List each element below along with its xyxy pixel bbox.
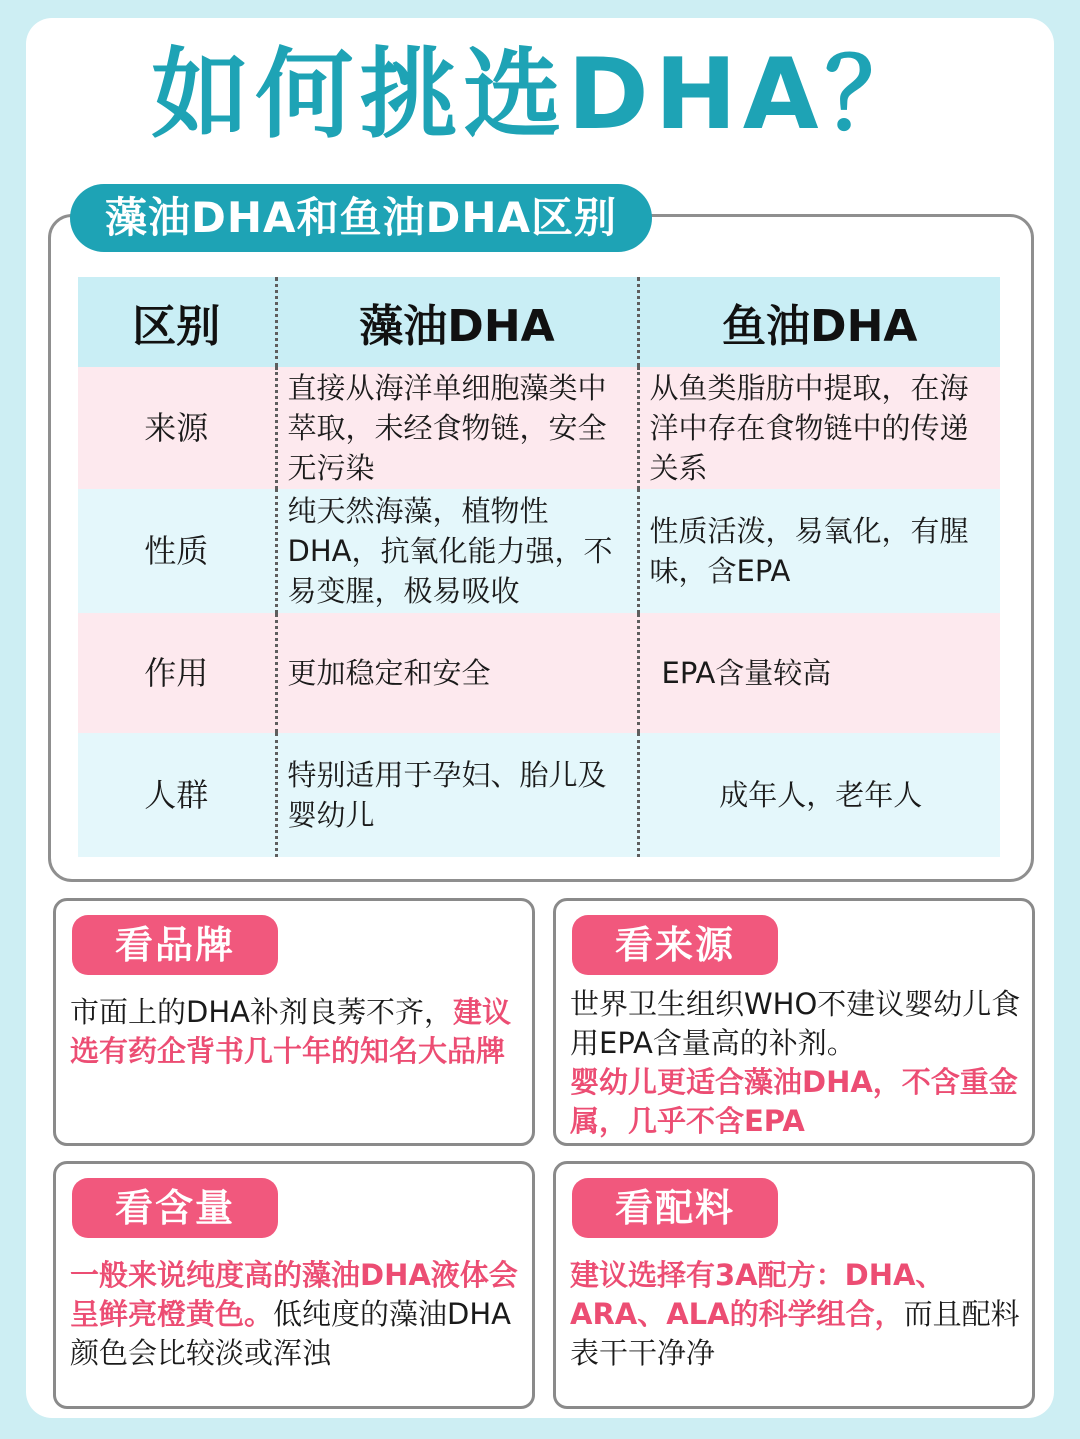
tip-card-source — [553, 898, 1035, 1146]
comparison-tab: 藻油DHA和鱼油DHA区别 — [70, 184, 652, 252]
row-label: 性质 — [78, 489, 276, 613]
tip-card-content — [53, 1161, 535, 1409]
algae-cell: 更加稳定和安全 — [276, 613, 638, 733]
table-row — [78, 613, 1000, 733]
table-row — [78, 367, 1000, 489]
tip-text-ingredients: 建议选择有3A配方：DHA、ARA、ALA的科学组合，而且配料表干干净净 — [570, 1258, 1020, 1370]
tip-card-ingredients — [553, 1161, 1035, 1409]
header-cell-algae-oil: 藻油DHA — [276, 277, 638, 367]
table-row — [78, 733, 1000, 857]
page-title: 如何挑选DHA？ — [151, 38, 929, 152]
header-cell-fish-oil: 鱼油DHA — [638, 277, 1000, 367]
algae-cell: 纯天然海藻，植物性DHA，抗氧化能力强，不易变腥，极易吸收 — [276, 489, 638, 613]
row-label: 作用 — [78, 613, 276, 733]
tip-tag-ingredients: 看配料 — [572, 1178, 778, 1238]
tip-card-brand — [53, 898, 535, 1146]
fish-cell: EPA含量较高 — [638, 613, 1000, 733]
table-header-row — [78, 277, 1000, 367]
fish-cell: 性质活泼，易氧化，有腥味，含EPA — [638, 489, 1000, 613]
algae-cell: 直接从海洋单细胞藻类中萃取，未经食物链，安全无污染 — [276, 367, 638, 489]
tip-text-content: 一般来说纯度高的藻油DHA液体会呈鲜亮橙黄色。低纯度的藻油DHA颜色会比较淡或浑浊 — [70, 1258, 518, 1370]
tip-text-brand: 市面上的DHA补剂良莠不齐，建议选有药企背书几十年的知名大品牌 — [70, 995, 511, 1068]
fish-cell: 成年人，老年人 — [638, 733, 1000, 857]
table-row — [78, 489, 1000, 613]
tip-tag-content: 看含量 — [72, 1178, 278, 1238]
tip-text-source: 世界卫生组织WHO不建议婴幼儿食用EPA含量高的补剂。 婴幼儿更适合藻油DHA，不含重金属，几乎不含EPA — [570, 987, 1021, 1138]
comparison-table — [78, 277, 1000, 857]
fish-cell: 从鱼类脂肪中提取，在海洋中存在食物链中的传递关系 — [638, 367, 1000, 489]
row-label: 来源 — [78, 367, 276, 489]
algae-cell: 特别适用于孕妇、胎儿及婴幼儿 — [276, 733, 638, 857]
tip-tag-source: 看来源 — [572, 915, 778, 975]
header-cell-difference: 区别 — [78, 277, 276, 367]
row-label: 人群 — [78, 733, 276, 857]
tip-tag-brand: 看品牌 — [72, 915, 278, 975]
